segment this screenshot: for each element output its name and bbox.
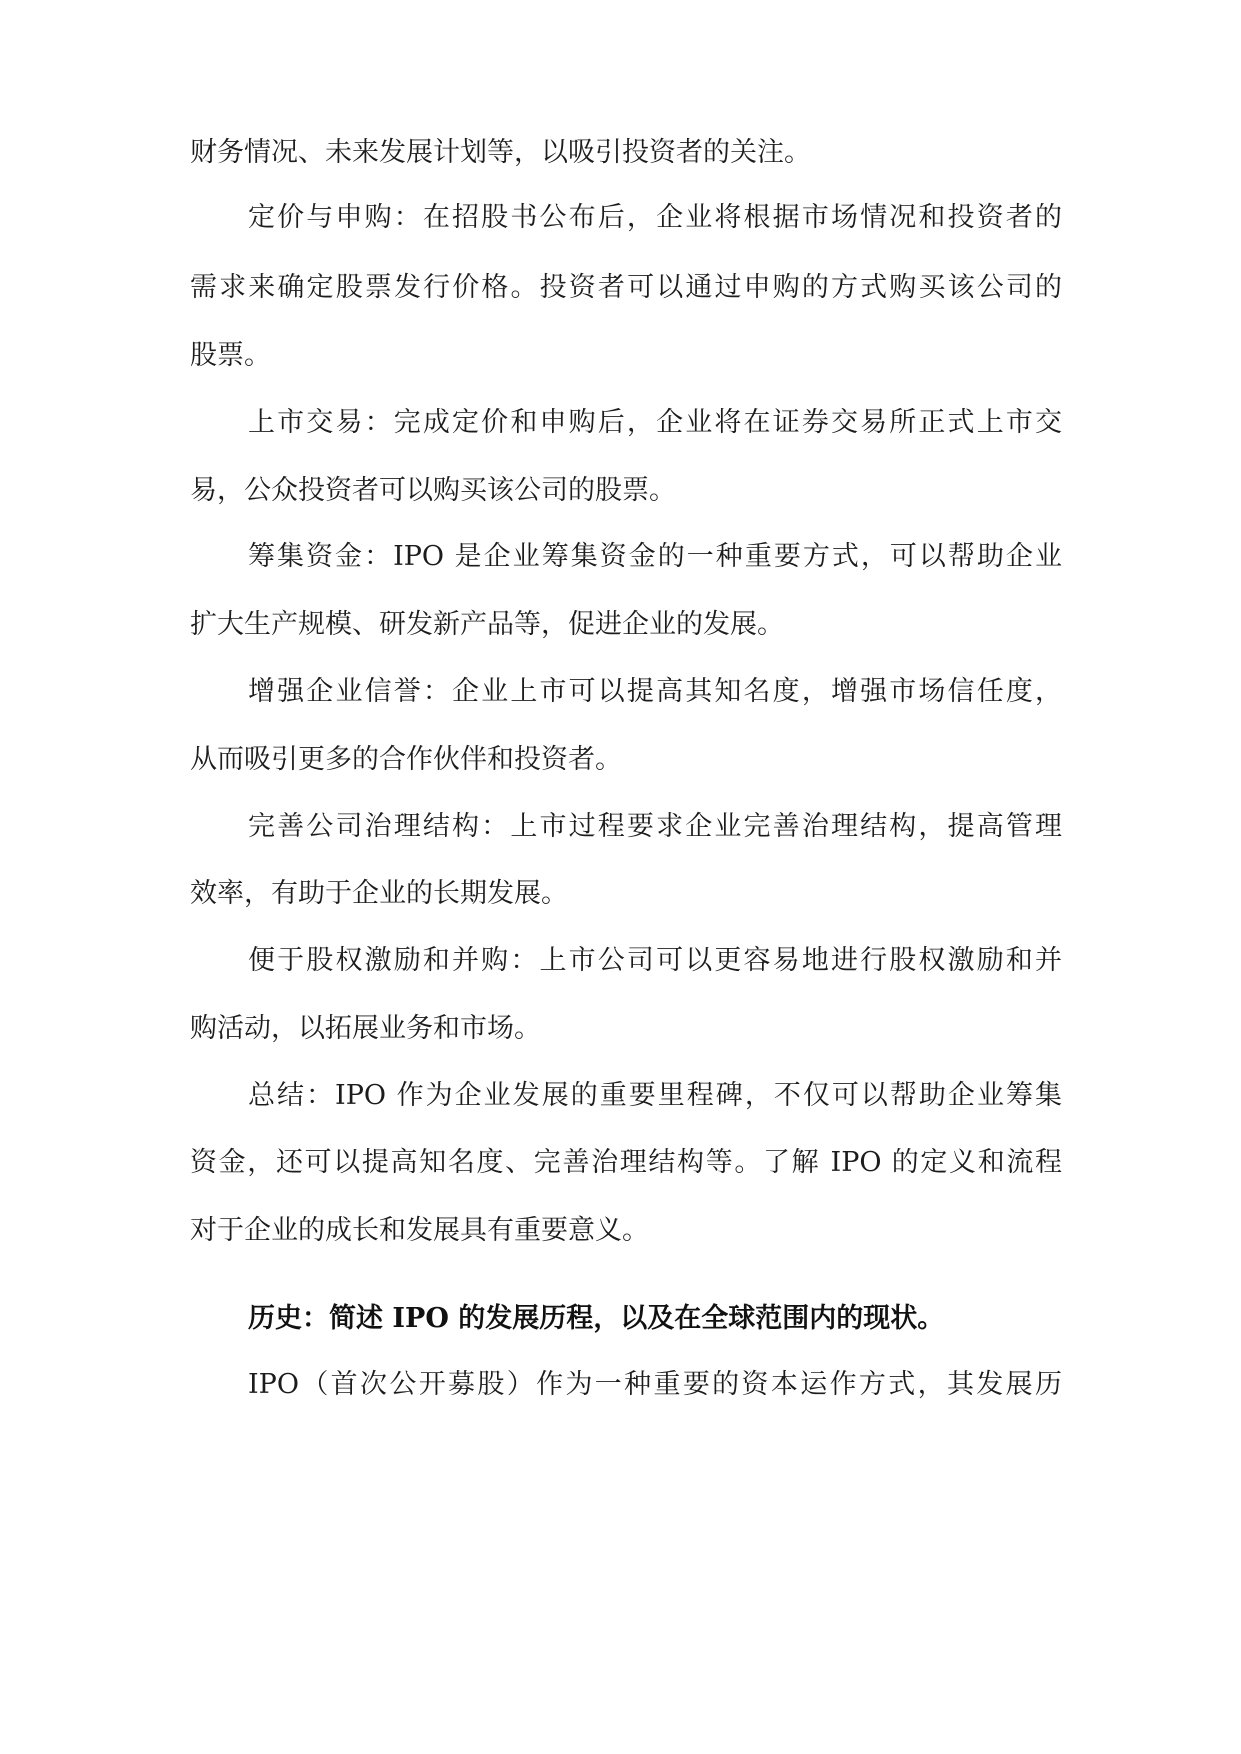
paragraph-line: 购活动，以拓展业务和市场。 <box>190 1013 541 1044</box>
paragraph-line: 资金，还可以提高知名度、完善治理结构等。了解 IPO 的定义和流程 <box>190 1147 1062 1178</box>
paragraph-line: 财务情况、未来发展计划等，以吸引投资者的关注。 <box>190 137 811 168</box>
paragraph-line: IPO（首次公开募股）作为一种重要的资本运作方式，其发展历 <box>248 1369 1062 1400</box>
paragraph-line: 定价与申购：在招股书公布后，企业将根据市场情况和投资者的 <box>248 202 1062 233</box>
paragraph-line: 易，公众投资者可以购买该公司的股票。 <box>190 475 676 506</box>
paragraph-line: 便于股权激励和并购：上市公司可以更容易地进行股权激励和并 <box>248 945 1062 976</box>
paragraph-line: 从而吸引更多的合作伙伴和投资者。 <box>190 744 622 775</box>
paragraph-line: 筹集资金：IPO 是企业筹集资金的一种重要方式，可以帮助企业 <box>248 541 1062 572</box>
section-heading: 历史：简述 IPO 的发展历程，以及在全球范围内的现状。 <box>248 1303 945 1334</box>
paragraph-line: 效率，有助于企业的长期发展。 <box>190 878 568 909</box>
paragraph-line: 扩大生产规模、研发新产品等，促进企业的发展。 <box>190 609 784 640</box>
paragraph-line: 增强企业信誉：企业上市可以提高其知名度，增强市场信任度， <box>248 676 1062 707</box>
paragraph-line: 总结：IPO 作为企业发展的重要里程碑，不仅可以帮助企业筹集 <box>248 1080 1062 1111</box>
paragraph-line: 需求来确定股票发行价格。投资者可以通过申购的方式购买该公司的 <box>190 272 1062 303</box>
paragraph-line: 上市交易：完成定价和申购后，企业将在证券交易所正式上市交 <box>248 407 1062 438</box>
paragraph-line: 股票。 <box>190 340 271 371</box>
paragraph-line: 对于企业的成长和发展具有重要意义。 <box>190 1215 649 1246</box>
paragraph-line: 完善公司治理结构：上市过程要求企业完善治理结构，提高管理 <box>248 811 1062 842</box>
